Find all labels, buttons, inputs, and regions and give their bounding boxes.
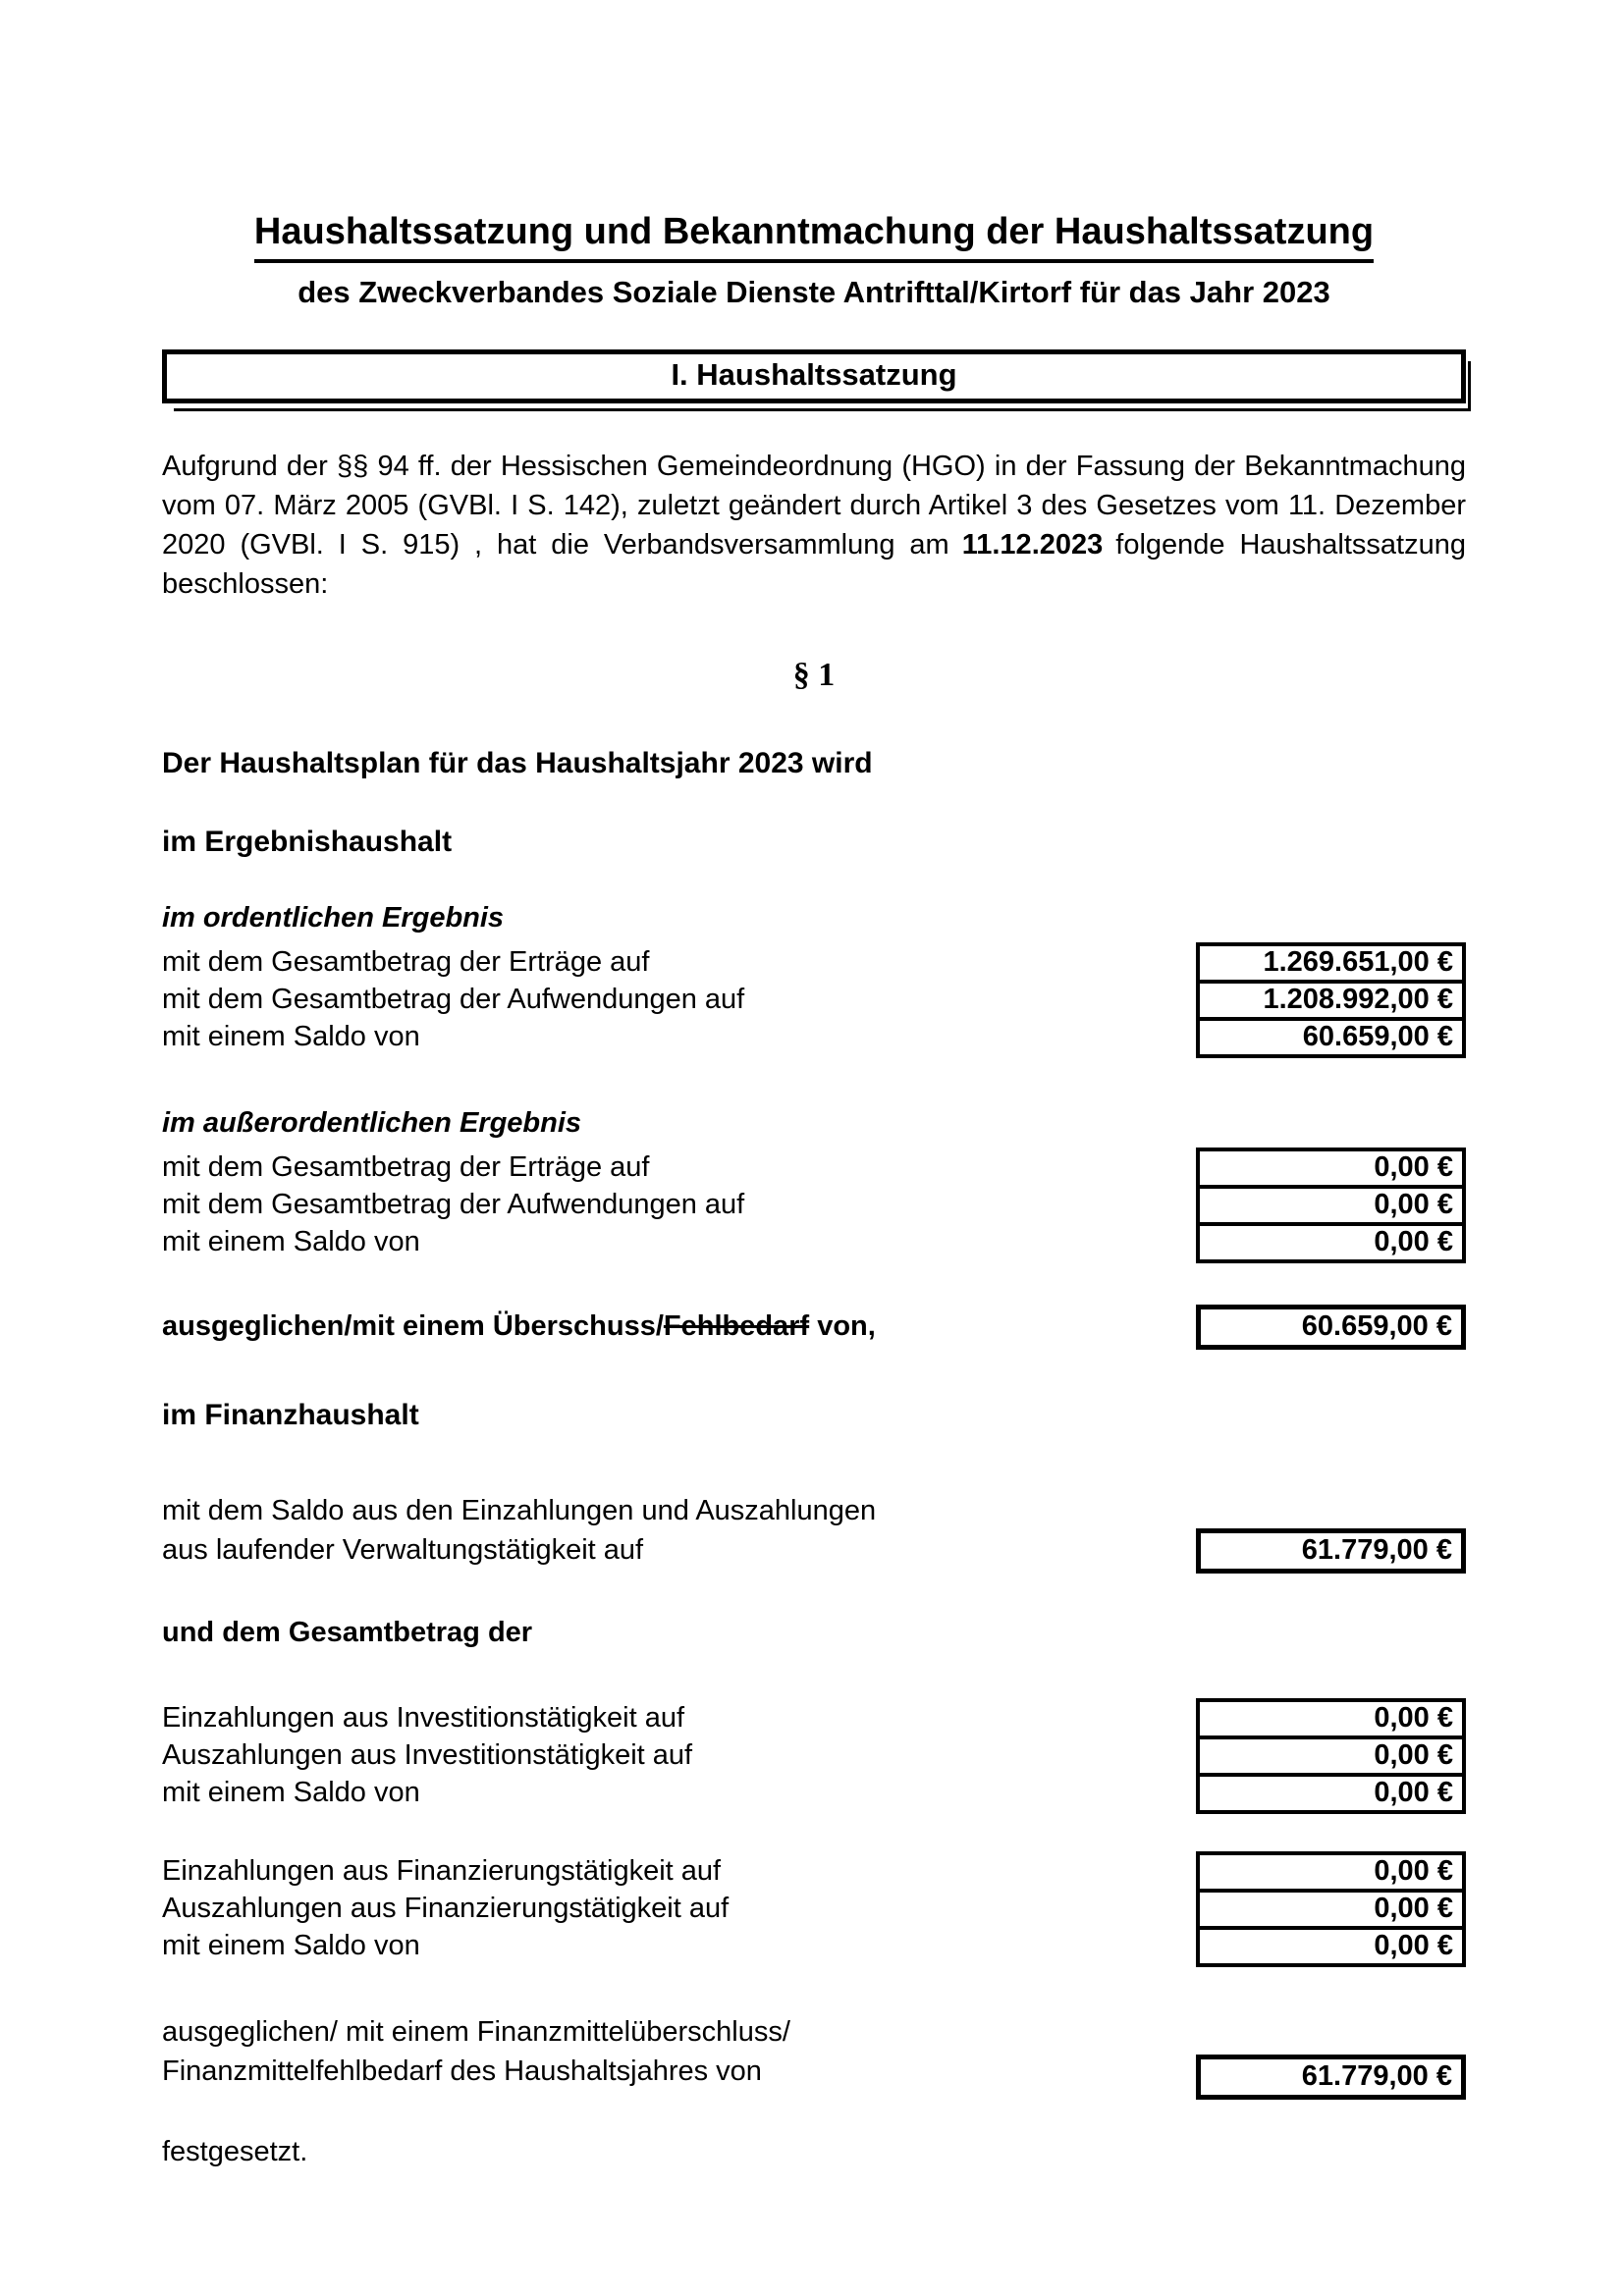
heading-gesamtbetrag: und dem Gesamtbetrag der (162, 1616, 533, 1648)
heading-finanzhaushalt: im Finanzhaushalt (162, 1398, 419, 1431)
balance-label-struck: Fehlbedarf (663, 1310, 810, 1343)
row-value: 0,00 € (1374, 1777, 1453, 1809)
section-header-label: I. Haushaltssatzung (671, 356, 957, 392)
row-label: Einzahlungen aus Investitionstätigkeit auf (162, 1702, 685, 1735)
row-label: mit einem Saldo von (162, 1021, 420, 1053)
value-box (1196, 1528, 1466, 1574)
row-label: mit dem Gesamtbetrag der Aufwendungen auf (162, 1189, 745, 1221)
value-row (162, 1926, 1466, 1967)
balance-label-pre: ausgeglichen/mit einem Überschuss/ (162, 1310, 664, 1343)
value-row (162, 1889, 1466, 1930)
page-title: Haushaltssatzung und Bekanntmachung der Haushaltssatzung (254, 211, 1374, 263)
value-row (162, 1185, 1466, 1226)
balance-label (162, 1310, 876, 1343)
finanz-saldo-row (162, 1491, 1466, 1570)
row-value: 0,00 € (1374, 1739, 1453, 1772)
value-box (1196, 1926, 1466, 1967)
row-label: mit dem Gesamtbetrag der Aufwendungen auf (162, 984, 745, 1016)
value-row (162, 1148, 1466, 1189)
lead-sentence: Der Haushaltsplan für das Haushaltsjahr 2023 wird (162, 746, 873, 779)
value-box (1196, 1148, 1466, 1189)
value-box (1196, 942, 1466, 984)
value-box (1196, 1851, 1466, 1893)
group-finanzierungstaetigkeit (162, 1851, 1466, 1967)
row-value: 0,00 € (1374, 1151, 1453, 1184)
row-label: Auszahlungen aus Investitionstätigkeit auf (162, 1739, 693, 1772)
title-wrap (162, 211, 1466, 263)
row-value: 0,00 € (1374, 1893, 1453, 1925)
intro-text-post: folgende Haushaltssatzung beschlossen: (162, 528, 1466, 600)
balance-label-post: von, (809, 1310, 876, 1343)
value-box (1196, 1889, 1466, 1930)
value-box (1196, 1305, 1466, 1350)
row-value: 60.659,00 € (1302, 1021, 1453, 1053)
resolution-date: 11.12.2023 (961, 528, 1104, 561)
paragraph-mark: § 1 (792, 656, 836, 693)
closing-text: festgesetzt. (162, 2135, 308, 2167)
value-row (162, 942, 1466, 984)
finanz-balance-label-line2: Finanzmittelfehlbedarf des Haushaltsjahres von (162, 2055, 762, 2087)
heading-ergebnishaushalt: im Ergebnishaushalt (162, 825, 453, 858)
value-box (1196, 1698, 1466, 1739)
row-label: Auszahlungen aus Finanzierungstätigkeit auf (162, 1893, 730, 1925)
value-row (162, 1698, 1466, 1739)
balance-row-finanz (162, 2012, 1466, 2091)
subheading-ausserordentliches-ergebnis: im außerordentlichen Ergebnis (162, 1106, 582, 1139)
value-row (162, 1222, 1466, 1263)
row-label: Einzahlungen aus Finanzierungstätigkeit auf (162, 1855, 722, 1888)
value-box (1196, 2055, 1466, 2100)
intro-text-pre: Aufgrund der §§ 94 ff. der Hessischen Gemeindeordnung (HGO) in der Fassung der Bekanntmachung vom 07. März 2005 (GVBl. I S. 142), zuletzt geändert durch Artikel 3 des Gesetzes vom 11. Dezember 2020 (GVBl. I S. 915) , hat die Verbandsversammlung am (162, 450, 1466, 561)
finanz-balance-label-line1: ausgeglichen/ mit einem Finanzmittelüberschluss/ (162, 2015, 790, 2048)
group-ordentliches-ergebnis (162, 942, 1466, 1058)
finanz-balance-label (162, 2012, 790, 2091)
row-value: 0,00 € (1374, 1855, 1453, 1888)
value-row (162, 1773, 1466, 1814)
row-value: 1.208.992,00 € (1263, 984, 1453, 1016)
row-value: 0,00 € (1374, 1189, 1453, 1221)
row-value: 0,00 € (1374, 1702, 1453, 1735)
row-value: 61.779,00 € (1301, 1534, 1452, 1567)
row-value: 61.779,00 € (1301, 2060, 1452, 2093)
value-row (162, 1735, 1466, 1777)
value-box (1196, 980, 1466, 1021)
intro-paragraph (162, 447, 1466, 604)
balance-row-ergebnis (162, 1305, 1466, 1350)
value-box (1196, 1222, 1466, 1263)
row-label: mit dem Gesamtbetrag der Erträge auf (162, 946, 650, 979)
value-box (1196, 1735, 1466, 1777)
group-investitionstaetigkeit (162, 1698, 1466, 1814)
value-row (162, 1017, 1466, 1058)
value-box (1196, 1017, 1466, 1058)
group-ausserordentliches-ergebnis (162, 1148, 1466, 1263)
value-row (162, 980, 1466, 1021)
row-label: mit einem Saldo von (162, 1930, 420, 1962)
row-label: mit einem Saldo von (162, 1777, 420, 1809)
finanz-saldo-label-line1: mit dem Saldo aus den Einzahlungen und Auszahlungen (162, 1494, 877, 1526)
row-value: 0,00 € (1374, 1930, 1453, 1962)
section-header-box (162, 349, 1466, 403)
finanz-saldo-label-line2: aus laufender Verwaltungstätigkeit auf (162, 1533, 644, 1566)
value-row (162, 1851, 1466, 1893)
row-label: mit dem Gesamtbetrag der Erträge auf (162, 1151, 650, 1184)
finanz-saldo-label (162, 1491, 876, 1570)
row-value: 0,00 € (1374, 1226, 1453, 1258)
page-subtitle: des Zweckverbandes Soziale Dienste Antrifttal/Kirtorf für das Jahr 2023 (298, 274, 1330, 309)
value-box (1196, 1773, 1466, 1814)
row-value: 1.269.651,00 € (1263, 946, 1453, 979)
row-value: 60.659,00 € (1301, 1310, 1452, 1343)
subheading-ordentliches-ergebnis: im ordentlichen Ergebnis (162, 901, 505, 934)
value-box (1196, 1185, 1466, 1226)
row-label: mit einem Saldo von (162, 1226, 420, 1258)
